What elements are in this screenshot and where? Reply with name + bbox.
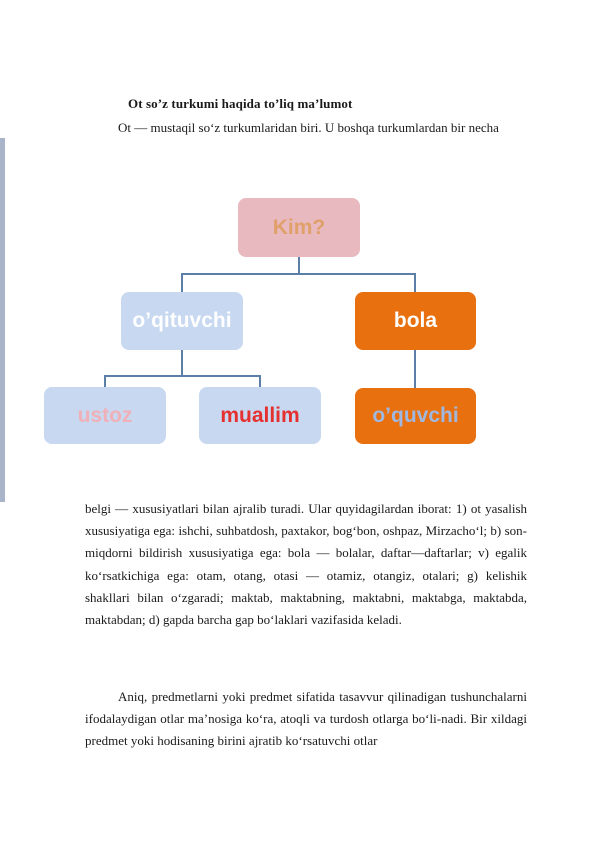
node-leaf-3-label: o’quvchi (372, 404, 459, 427)
connector-to-right-child (414, 273, 416, 292)
connector-left-child-down (181, 350, 183, 376)
connector-mid-horizontal (104, 375, 261, 377)
connector-to-leaf2 (259, 375, 261, 387)
body-paragraph-2: Aniq, predmetlarni yoki predmet sifatida tasavvur qilinadigan tushunchalarni ifodalaydigan otlar ma’nosiga ko‘ra, atoqli va turdosh otlarga bo‘li-nadi. Bir xildagi predmet yoki hodisaning birini ajratib ko‘rsatuvchi otlar (85, 689, 527, 749)
node-left-child (121, 292, 243, 350)
node-leaf-2-label: muallim (220, 403, 300, 427)
node-leaf-3 (355, 388, 476, 444)
intro-line: Ot — mustaqil so‘z turkumlaridan biri. U boshqa turkumlardan bir necha (118, 120, 499, 135)
connector-to-leaf1 (104, 375, 106, 387)
connector-right-child-down (414, 350, 416, 388)
node-right-child-label: bola (393, 309, 438, 332)
node-leaf-1 (44, 387, 166, 444)
connector-to-left-child (181, 273, 183, 292)
node-root (238, 198, 360, 257)
node-leaf-2 (199, 387, 321, 444)
node-right-child (355, 292, 476, 350)
node-leaf-1-label: ustoz (77, 403, 133, 427)
node-root-label: Kim? (272, 215, 326, 239)
node-left-child-label: o’qituvchi (132, 309, 232, 332)
connector-top-horizontal (181, 273, 416, 275)
page-title: Ot so’z turkumi haqida to’liq ma’lumot (128, 96, 353, 111)
body-paragraph-1: belgi — xususiyatlari bilan ajralib turadi. Ular quyidagilardan iborat: 1) ot yasalish xususiyatiga ega: ishchi, suhbatdosh, paxtakor, bog‘bon, oshpaz, Mirzacho‘l; b) son-miqdorni bildirish xususiyatiga ega: bola — bolalar, daftar—daftarlar; v) egalik ko‘rsatkichiga ega: otam, otang, otasi — otamiz, otangiz, otalari; g) kelishik shakllari bilan o‘zgaradi; maktab, maktabning, maktabni, maktabga, maktabda, maktabdan; d) gapda barcha gap bo‘laklari vazifasida keladi. (85, 501, 527, 628)
connector-root-down (298, 257, 300, 274)
